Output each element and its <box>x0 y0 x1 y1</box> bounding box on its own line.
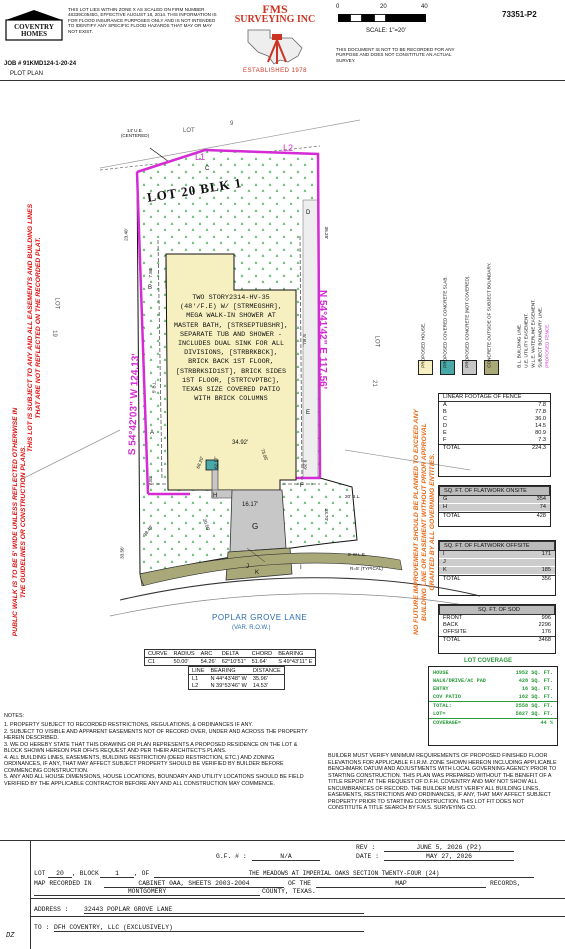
row-label: A <box>443 402 447 408</box>
sod-table <box>438 604 556 654</box>
dim-7-80: 7.80' <box>148 267 154 278</box>
title-block <box>0 840 565 949</box>
legend-wle: W.L.E. WATERLINE EASEMENT. <box>530 299 536 368</box>
county-value: MONTGOMERY <box>34 888 260 896</box>
dim-16-17: 16.17' <box>242 502 259 508</box>
legend-outside: CONCRETE OUTSIDE OF SUBJECT BOUNDARY. <box>486 262 492 368</box>
logo-text: COVENTRY HOMES <box>14 23 54 38</box>
offsite-row <box>439 567 555 575</box>
waterline-easement: 5' W.L.E. <box>348 552 367 557</box>
curve-cell: S 49°43'11" E <box>278 658 313 665</box>
scale-tick-20: 20 <box>380 4 387 10</box>
row-value: 7.3 <box>538 437 546 443</box>
line-table <box>188 666 285 690</box>
adjacent-lot-label: LOT <box>183 128 195 134</box>
map-recorded-label: MAP RECORDED IN <box>34 880 92 887</box>
sod-row <box>439 622 555 629</box>
lot-label: LOT <box>34 870 46 877</box>
fms-surveying: SURVEYING INC <box>234 14 316 25</box>
sod-row <box>439 615 555 622</box>
street-name: POPLAR GROVE LANE <box>212 613 308 622</box>
county-texas-label: COUNTY, TEXAS. <box>262 888 316 895</box>
row-label: B <box>443 409 447 415</box>
line-header-cell: DISTANCE <box>252 667 281 674</box>
note-item: 5. ANY AND ALL HOUSE DIMENSIONS, HOUSE LOCATIONS, BOUNDARY AND UTILITY LOCATIONS SHOULD BE FIELD VERIFIED BY THE APPLICABLE CONTRACTOR BEFORE ANY AND ALL CONSTRUCTION MAY COMMENCE. <box>4 774 304 787</box>
flatwork-onsite-title: SQ. FT. OF FLATWORK ONSITE <box>439 486 550 496</box>
curve-cell: C1 <box>148 658 156 665</box>
row-value: 176 <box>541 629 551 635</box>
lot-coverage-title: LOT COVERAGE <box>464 658 513 664</box>
lot-coverage-table <box>428 666 558 746</box>
offsite-row <box>439 551 555 559</box>
coventry-logo <box>4 8 64 42</box>
fms-title: FMS <box>262 2 288 16</box>
line-cell: L2 <box>192 682 199 689</box>
row-value: 185 <box>541 567 551 573</box>
l2-label: L2 <box>283 143 294 153</box>
coverage-label: TOTAL: <box>433 703 452 709</box>
scale-bar <box>338 14 426 23</box>
total-value: 3468 <box>538 637 551 643</box>
building-line-front: 20' B.L. <box>345 494 361 499</box>
offsite-letter-i: I <box>300 565 302 571</box>
offsite-row <box>439 559 555 567</box>
date-value: MAY 27, 2026 <box>384 853 514 861</box>
dim-20-50: 20.50' <box>201 517 211 532</box>
gf-label: G.F. # : <box>216 853 247 860</box>
adjacent-lot-label: LOT <box>373 335 380 348</box>
curve-table <box>144 649 316 666</box>
fence-row <box>439 402 550 409</box>
drawing-number: 73351-P2 <box>502 10 537 19</box>
bearing-right: N 54°41'42" E 117.56' <box>317 290 328 390</box>
note-item: 3. WE DO HEREBY STATE THAT THIS DRAWING OR PLAN REPRESENTS A PROPOSED RESIDENCE ON THE LOT & BLOCK SHOWN HEREON PER DFH'S REQUEST AND PER THEIR ARCHITECT'S PLANS. <box>4 741 298 754</box>
coverage-row <box>429 677 557 685</box>
plot-plan-label: PLOT PLAN <box>10 71 43 77</box>
total-label: TOTAL <box>443 445 461 451</box>
note-item: 4. ALL BUILDING LINES, EASEMENTS, BUILDING RESTRICTION (DEED RESTRICTION, ETC.) AND ZONING ORDINANCES, IF ANY, THAT MAY AFFECT SUBJECT PROPERTY SHOULD BE VERIFIED BY BUILDER BEFORE COMMENCING CONSTRUCTION. <box>4 754 284 774</box>
public-walk-note: PUBLIC WALK IS TO BE 5' WIDE UNLESS REFLECTED OTHERWISE IN THE GUIDELINES OR CONSTRUCTION PLANS. <box>12 407 27 637</box>
header-divider <box>0 80 565 81</box>
notes-title: NOTES: <box>4 713 25 719</box>
fence-row <box>439 437 550 444</box>
dim-7-81: 7.81' <box>148 475 154 486</box>
row-label: BACK <box>443 622 459 628</box>
row-value: 2296 <box>538 622 551 628</box>
onsite-row <box>439 504 550 512</box>
fence-row <box>439 430 550 437</box>
row-label: FRONT <box>443 615 463 621</box>
onsite-row <box>439 496 550 504</box>
block-value: 1 <box>100 870 134 878</box>
row-value: 16 SQ. FT. <box>521 686 553 692</box>
row-label: E <box>443 430 447 436</box>
row-label: OFFSITE <box>443 629 467 635</box>
dim-33-56: 33.56' <box>119 546 125 559</box>
fence-row <box>439 423 550 430</box>
dim-23-70: 23.70' <box>323 508 329 521</box>
building-line-right: 5' B.L. <box>302 334 308 348</box>
row-label: HOUSE <box>433 670 449 676</box>
curve-header-cell: DELTA <box>221 650 239 657</box>
lot-value: 20 <box>48 870 72 878</box>
easement-note: THIS LOT IS SUBJECT TO ANY AND ALL EASEMENTS AND BUILDING LINES THAT ARE NOT REFLECTED ON THE RECORDED PLAT. <box>27 203 42 453</box>
bearing-left: S 54°42'03" W 124.13' <box>127 353 142 456</box>
dim-23-40: 23.40' <box>123 228 129 241</box>
to-label: TO : <box>34 924 50 931</box>
established-text: ESTABLISHED 1978 <box>243 68 307 74</box>
row-value: 14.5 <box>535 423 546 429</box>
l1-label: L1 <box>195 152 206 162</box>
row-label: ENTRY <box>433 686 449 692</box>
fence-row <box>439 416 550 423</box>
radius-label: R=5' (TYPICAL) <box>350 566 383 571</box>
subdivision-value: THE MEADOWS AT IMPERIAL OAKS SECTION TWENTY-FOUR (24) <box>154 870 534 878</box>
driveway <box>230 490 286 552</box>
fms-logo <box>226 0 324 78</box>
cabinet-value: CABINET 0AA, SHEETS 2003-2004 <box>104 880 284 888</box>
dim-38-45: 38.45' <box>142 524 154 538</box>
drafter-initials: DZ <box>6 932 15 940</box>
onsite-total-row <box>439 512 550 520</box>
adjacent-lot-number: 9 <box>230 121 234 127</box>
fence-table <box>438 393 551 477</box>
dim-9-29: 9.29' <box>302 459 308 470</box>
fence-letter-e: E <box>306 410 311 416</box>
to-value: DFH COVENTRY, LLC (EXCLUSIVELY) <box>54 924 364 932</box>
line-header-cell: LINE <box>192 667 205 674</box>
curve-header-cell: ARC <box>200 650 213 657</box>
offsite-letter-k: K <box>255 570 260 576</box>
curve-header-cell: RADIUS <box>173 650 195 657</box>
row-label: I <box>443 551 445 557</box>
coverage-value: 44 % <box>540 720 553 726</box>
curve-header-cell: CURVE <box>148 650 168 657</box>
fence-letter-b: B <box>148 285 153 291</box>
legend-boundary: SUBJECT BOUNDARY LINE. <box>537 306 543 368</box>
total-label: TOTAL <box>443 576 461 582</box>
row-label: K <box>443 567 447 573</box>
row-value: 428 SQ. FT. <box>518 678 553 684</box>
dim-73-05: 73.05' <box>259 447 269 462</box>
fence-letter-f: F <box>300 483 304 489</box>
sod-total-row <box>439 636 555 644</box>
total-value: 428 <box>536 513 546 519</box>
fence-row <box>439 409 550 416</box>
gf-value: N/A <box>252 853 320 861</box>
fence-letter-a: A <box>150 430 155 436</box>
rev-label: REV : <box>356 844 376 851</box>
job-number: JOB # 91KMD124-1-20-24 <box>4 61 77 67</box>
dim-36-28: 36.28' <box>323 226 329 239</box>
legend-ue: U.E. UTILITY EASEMENT. <box>523 313 529 368</box>
adjacent-lot-number: 21 <box>370 380 377 387</box>
legend-bl: B.L. BUILDING LINE. <box>516 323 522 368</box>
row-value: 996 <box>541 615 551 621</box>
offsite-total-row <box>439 575 555 583</box>
building-line-left: 5' B.L. <box>151 380 157 394</box>
coverage-lot-row <box>429 710 557 718</box>
row-value: 354 <box>536 496 546 502</box>
row-label: J <box>443 559 446 565</box>
row-label: F <box>443 437 447 443</box>
coverage-row <box>429 669 557 677</box>
row-label: COV PATIO <box>433 694 462 700</box>
fence-letter-d: D <box>306 210 311 216</box>
notes-list <box>4 722 310 787</box>
records-label: RECORDS, <box>490 880 521 887</box>
row-value: 80.9 <box>535 430 546 436</box>
legend-concrete: PROPOSED CONCRETE (NOT COVERED). <box>464 275 470 368</box>
street-row: (VAR. R.O.W.) <box>232 625 271 631</box>
scale-tick-40: 40 <box>421 4 428 10</box>
row-value: 36.0 <box>535 416 546 422</box>
coverage-value: 5827 SQ. FT. <box>515 711 553 717</box>
ue-label: 14' U.E. (CENTERED) <box>120 128 150 139</box>
line-cell: L1 <box>192 675 199 682</box>
fence-table-title: LINEAR FOOTAGE OF FENCE <box>439 394 550 402</box>
curve-header-cell: CHORD <box>251 650 273 657</box>
line-cell: 14.53' <box>252 682 268 689</box>
adjacent-lot-label: LOT <box>53 297 60 310</box>
house-description: TWO STORY2314-HV-35 (48'/F.E) W/ [STRMEGSHR], MEGA WALK-IN SHOWER AT MASTER BATH, [STRSEPTUBSHR], SEPARATE TUB AND SHOWER - INCLUDES DUAL SINK FOR ALL DIVISIONS, [STRBRKBCK], BRICK BACK 1ST FLOOR, [STRBRKSID1ST], BRICK SIDES 1ST FLOOR, [STRTCVPTBC], TEXAS SIZE COVERED PATIO WITH BRICK COLUMNS <box>173 294 289 404</box>
row-value: 7.8 <box>538 402 546 408</box>
sod-title: SQ. FT. OF SOD <box>439 605 555 615</box>
row-label: H <box>443 504 448 510</box>
flatwork-offsite-title: SQ. FT. OF FLATWORK OFFSITE <box>439 541 555 551</box>
curve-header-cell: BEARING <box>278 650 304 657</box>
row-value: 171 <box>541 551 551 557</box>
coverage-label: COVERAGE= <box>433 720 462 726</box>
scale-tick-0: 0 <box>336 4 340 10</box>
legend-house: PROPOSED HOUSE. <box>420 322 426 368</box>
map-value: MAP <box>316 880 486 888</box>
line-row <box>189 675 285 683</box>
curve-cell: 50.00' <box>173 658 189 665</box>
coverage-percent-row <box>429 718 557 727</box>
rev-value: JUNE 5, 2026 (P2) <box>384 844 514 852</box>
legend-covered: PROPOSED COVERED CONCRETE SLAB. <box>442 276 448 368</box>
dim-62-17: 62.17' <box>213 456 219 469</box>
note-item: 1. PROPERTY SUBJECT TO RECORDED RESTRICTIONS, REGULATIONS, & ORDINANCES IF ANY. <box>4 722 253 728</box>
row-value: 1952 SQ. FT. <box>515 670 553 676</box>
row-label: WALK/DRIVE/AC PAD <box>433 678 486 684</box>
legend <box>418 200 563 386</box>
adjacent-lot-number: 19 <box>50 330 57 337</box>
flatwork-letter-g: G <box>252 522 259 531</box>
address-value: 32443 POPLAR GROVE LANE <box>84 906 364 914</box>
row-label: G <box>443 496 448 502</box>
block-label: , BLOCK <box>72 870 99 877</box>
flatwork-offsite-table <box>438 540 556 596</box>
texas-tripod-icon <box>240 26 310 66</box>
coverage-row <box>429 685 557 693</box>
row-label: D <box>443 423 448 429</box>
dim-68-20: 68.20' <box>195 455 205 470</box>
curve-cell: 54.26' <box>200 658 216 665</box>
of-label: , OF <box>134 870 150 877</box>
line-header-cell: BEARING <box>210 667 236 674</box>
row-value: 74 <box>539 504 546 510</box>
fence-letter-c: C <box>205 166 210 172</box>
fence-total-row <box>439 444 550 452</box>
row-value: 162 SQ. FT. <box>518 694 553 700</box>
coverage-label: LOT= <box>433 711 446 717</box>
curve-cell: 62°10'51" <box>221 658 246 665</box>
lot-title: LOT 20 BLK 1 <box>146 174 244 205</box>
dim-34-92: 34.92' <box>232 440 249 446</box>
row-label: C <box>443 416 448 422</box>
row-value: 77.8 <box>535 409 546 415</box>
total-label: TOTAL <box>443 513 461 519</box>
line-cell: N 44°43'48" W <box>210 675 247 682</box>
flatwork-onsite-table <box>438 485 551 527</box>
flood-zone-note: THIS LOT LIES WITHIN ZONE X AS SCALED ON FIRM NUMBER 48339C0545G, EFFECTIVE AUGUST 18, 2014. THIS INFORMATION IS FOR FLOOD INSURANCE PURPOSES ONLY AND IS NOT INTENDED TO IDENTIFY ANY SPECIFIC FLOOD HAZARDS THAT MAY OR MAY NOT EXIST. <box>68 7 217 34</box>
total-value: 356 <box>541 576 551 582</box>
sod-row <box>439 629 555 636</box>
note-item: 2. SUBJECT TO VISIBLE AND APPARENT EASEMENTS NOT OF RECORD OVER, UNDER AND ACROSS THE PROPERTY HEREIN DESCRIBED. <box>4 728 308 741</box>
curve-cell: 51.64' <box>251 658 267 665</box>
of-the-label: OF THE <box>288 880 312 887</box>
date-label: DATE : <box>356 853 380 860</box>
coverage-value: 2558 SQ. FT. <box>515 703 553 709</box>
total-value: 224.3 <box>532 445 546 451</box>
line-cell: N 39°53'46" W <box>210 682 247 689</box>
line-row <box>189 682 285 690</box>
line-cell: 35.96' <box>252 675 268 682</box>
address-label: ADDRESS : <box>34 906 69 913</box>
offsite-letter-j: J <box>246 564 249 570</box>
flatwork-letter-h: H <box>213 493 218 499</box>
total-label: TOTAL <box>443 637 461 643</box>
legend-fence: PROPOSED FENCE. <box>544 323 550 368</box>
builder-note: BUILDER MUST VERIFY MINIMUM REQUIREMENTS OF PROPOSED FINISHED FLOOR ELEVATIONS FOR APPLICABLE F.I.R.M. ZONE SHOWN HEREON INCLUDING APPLICABLE BENCHMARK DATUM AND ADJUSTMENTS WITH LOCAL GOVERNING AGENCY PRIOR TO STARTING CONSTRUCTION. THIS PLAN WAS PREPARED WITHOUT THE BENEFIT OF A TITLE REPORT AT THE REQUEST OF D.F.H. COVENTRY AND MAY NOT SHOW ALL ENCUMBRANCES OF RECORD. THE BUILDER MUST VERIFY ALL BUILDING LINES, EASEMENTS, RESTRICTIONS AND ORDINANCES, IF ANY, THAT MAY AFFECT SUBJECT PROPERTY PRIOR TO STARTING CONSTRUCTION. THIS LOT FIT DOES NOT CONSTITUTE A TITLE SEARCH BY F.M.S. SURVEYING CO. <box>328 753 557 811</box>
future-improvement-note: NO FUTURE IMPROVEMENT SHOULD BE PLANNED TO EXCEED ANY BUILDING LINE OR EASEMENT WITHOUT PRIOR APPROVAL GRANTED BY ALL GOVERNING ENTITIES. <box>413 409 436 635</box>
not-recorded-note: THIS DOCUMENT IS NOT TO BE RECORDED FOR ANY PURPOSE AND DOES NOT CONSTITUTE AN ACTUAL SURVEY. <box>336 47 455 63</box>
scale-text: SCALE: 1"=20' <box>366 28 406 34</box>
coverage-row <box>429 693 557 701</box>
coverage-total-row <box>429 701 557 710</box>
